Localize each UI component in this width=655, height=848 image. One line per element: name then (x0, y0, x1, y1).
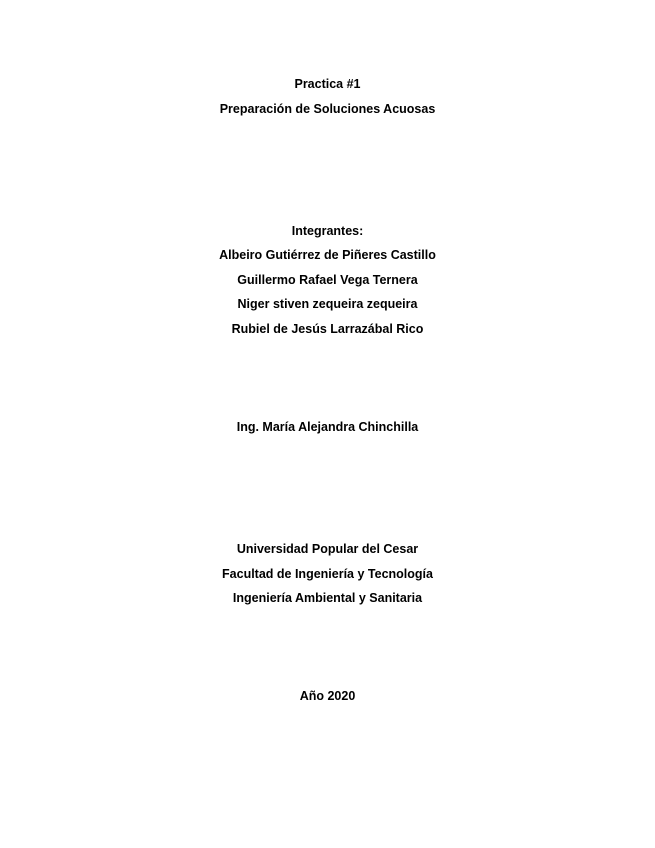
university-name: Universidad Popular del Cesar (236, 542, 419, 556)
faculty-name: Facultad de Ingeniería y Tecnología (222, 567, 433, 581)
member-name: Albeiro Gutiérrez de Piñeres Castillo (219, 248, 436, 262)
instructor-name: Ing. María Alejandra Chinchilla (236, 420, 419, 434)
document-year: Año 2020 (299, 689, 356, 703)
member-name: Rubiel de Jesús Larrazábal Rico (231, 322, 424, 336)
document-subtitle: Preparación de Soluciones Acuosas (219, 102, 436, 116)
program-name: Ingeniería Ambiental y Sanitaria (232, 591, 423, 605)
document-title: Practica #1 (294, 77, 361, 91)
member-name: Niger stiven zequeira zequeira (237, 297, 418, 311)
member-name: Guillermo Rafael Vega Ternera (237, 273, 418, 287)
members-heading: Integrantes: (291, 224, 364, 238)
